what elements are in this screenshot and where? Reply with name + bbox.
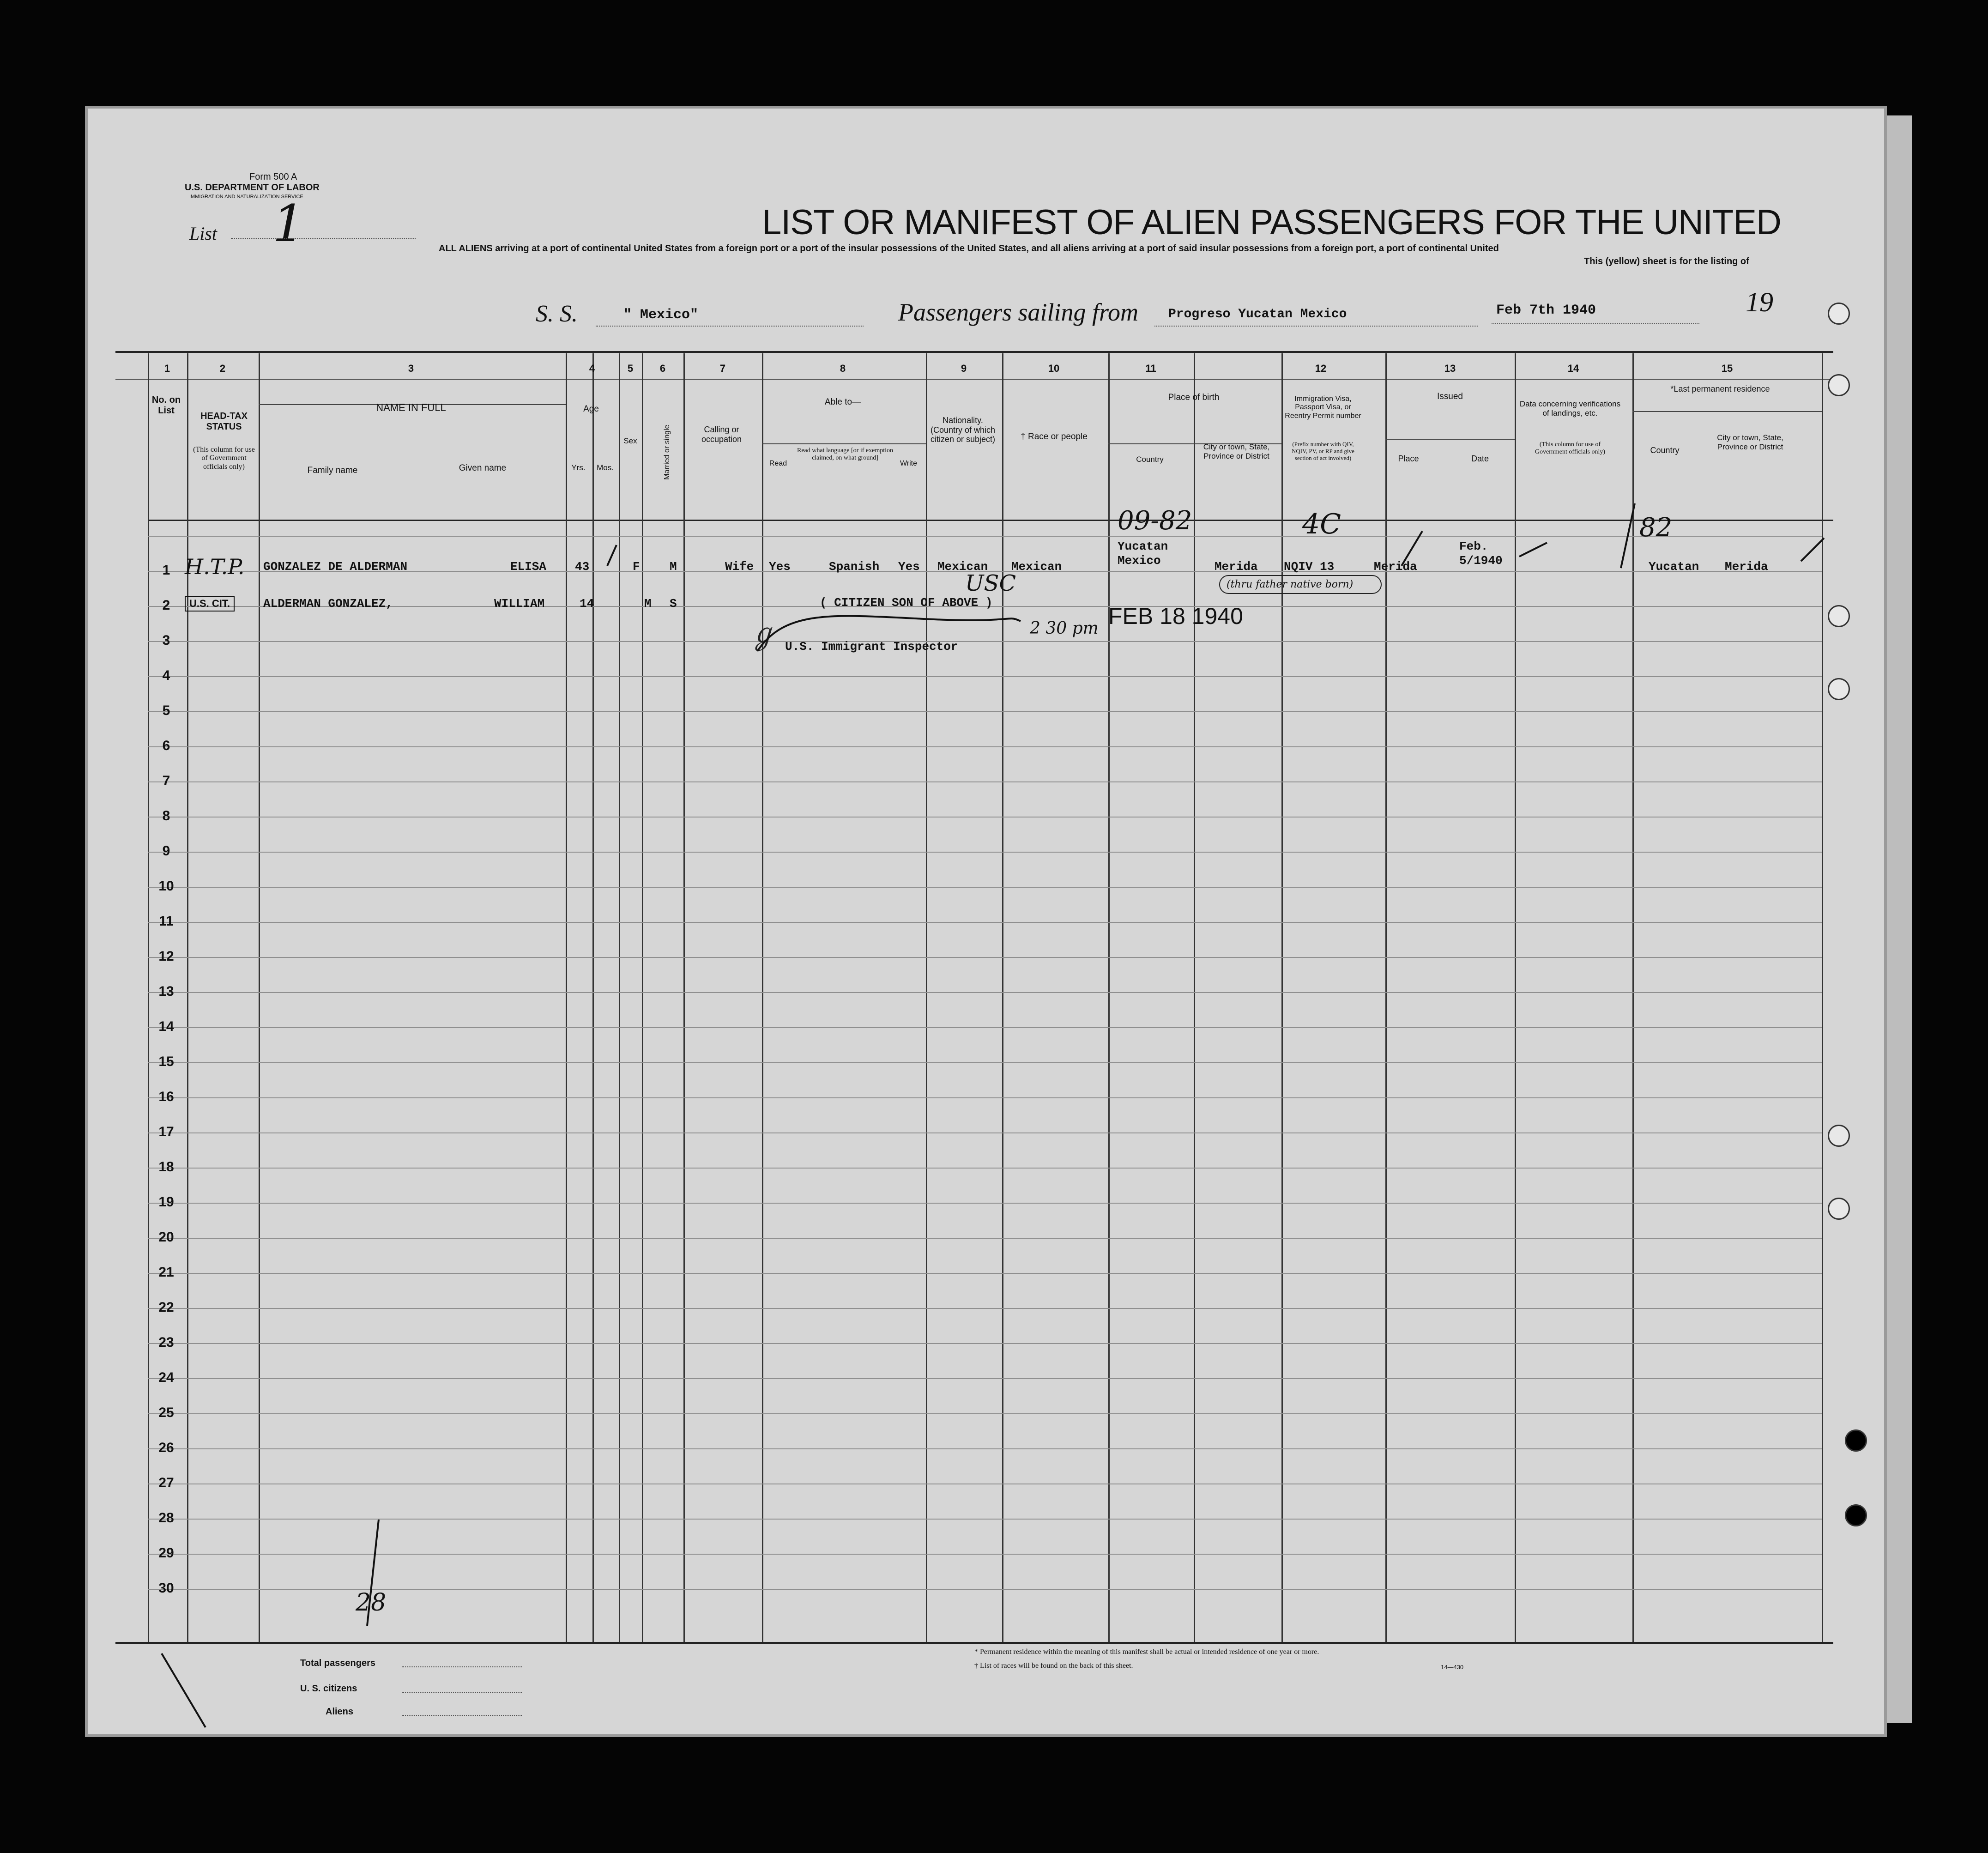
row-number: 8 [162, 808, 170, 824]
binder-hole [1828, 303, 1850, 325]
subtitle-line1: ALL ALIENS arriving at a port of continental United States from a foreign port or a port of the insular possessions of the United States, and all aliens arriving at a port of said insular possessions from a foreign port, a port of continental United [439, 243, 1499, 254]
header-visa-note: (Prefix number with QIV, NQIV, PV, or RP and give section of act involved) [1292, 441, 1354, 461]
header-birth-city: City or town, State, Province or District [1203, 442, 1270, 460]
footer-total-passengers: Total passengers [300, 1658, 376, 1668]
row-number: 27 [158, 1475, 174, 1490]
header-mos: Mos. [597, 463, 614, 472]
header-res-country: Country [1650, 446, 1680, 455]
header-sex: Sex [623, 436, 637, 445]
ship-name: " Mexico" [623, 307, 699, 323]
header-landings-note: (This column for use of Government officials only) [1535, 441, 1606, 456]
tick-mark [1402, 531, 1422, 566]
column-number: 9 [961, 363, 967, 374]
row-number: 26 [158, 1440, 174, 1455]
row-number: 17 [158, 1124, 174, 1139]
page-title: LIST OR MANIFEST OF ALIEN PASSENGERS FOR THE UNITED [762, 203, 1781, 242]
form-number: Form 500 A [249, 172, 297, 182]
tick-mark [1801, 538, 1824, 561]
header-head-tax-note: (This column for use of Government officials only) [193, 446, 255, 471]
ss-label: S. S. [536, 301, 578, 327]
footer-aliens: Aliens [326, 1707, 354, 1717]
header-race: † Race or people [1021, 432, 1088, 442]
row-number: 2 [162, 598, 170, 613]
footer-dots [402, 1715, 522, 1716]
column-number: 8 [840, 363, 846, 374]
row2-citizen-note: ( CITIZEN SON OF ABOVE ) [820, 596, 993, 610]
row1-visa: NQIV 13 [1284, 560, 1335, 574]
row1-family-name: GONZALEZ DE ALDERMAN [263, 560, 408, 574]
row-number: 5 [162, 703, 170, 718]
tick-mark [367, 1520, 379, 1626]
row2-age-yrs: 14 [580, 597, 594, 611]
inspector-signature: ℊ [746, 616, 779, 652]
row-number: 1 [162, 563, 170, 578]
row-number: 22 [158, 1300, 174, 1315]
binder-hole [1845, 1429, 1867, 1452]
row-number: 18 [158, 1159, 174, 1175]
column-number: 6 [659, 363, 666, 374]
header-nationality: Nationality. (Country of which citizen or subject) [930, 416, 996, 444]
column-number: 3 [408, 363, 414, 374]
row-number: 19 [158, 1194, 174, 1210]
row1-res-country: Yucatan [1649, 560, 1699, 574]
header-married: Married or single [663, 424, 671, 480]
sailing-label: Passengers sailing from [898, 298, 1139, 326]
header-head-tax: HEAD-TAX STATUS [200, 411, 248, 432]
header-visa: Immigration Visa, Passport Visa, or Reentry Permit number [1285, 395, 1361, 420]
year-prefix: 19 [1746, 287, 1773, 317]
row2-married: S [670, 597, 677, 611]
footer-dots [402, 1666, 522, 1667]
bottom-mark: 28 [356, 1589, 387, 1617]
row-number: 6 [162, 738, 170, 753]
binder-hole [1828, 605, 1850, 627]
row1-birth-country: Yucatan Mexico [1118, 539, 1168, 568]
corner-mark [162, 1653, 205, 1727]
footer-us-citizens: U. S. citizens [300, 1683, 357, 1694]
header-place-of-birth: Place of birth [1168, 393, 1220, 402]
inspector-label: U.S. Immigrant Inspector [785, 640, 958, 654]
row2-sex: M [644, 597, 652, 611]
header-read-language: Read what language [or if exemption claimed, on what ground] [797, 447, 893, 462]
header-res-city: City or town, State, Province or District [1717, 433, 1783, 451]
header-birth-country: Country [1136, 455, 1164, 464]
header-age: Age [583, 404, 599, 414]
row2-head-tax: U.S. CIT. [185, 596, 235, 612]
row-number: 28 [158, 1510, 174, 1526]
row1-issued-place: Merida [1374, 560, 1417, 574]
header-name-in-full: NAME IN FULL [376, 402, 446, 413]
row-number: 20 [158, 1229, 174, 1245]
department: U.S. DEPARTMENT OF LABOR [185, 182, 320, 193]
list-label: List [189, 223, 218, 244]
row1-sex: F [633, 560, 640, 574]
footer-note-residence: * Permanent residence within the meaning of this manifest shall be actual or intended residence of one year or more. [974, 1648, 1319, 1656]
row1-res-city: Merida [1725, 560, 1768, 574]
footer-code: 14—430 [1441, 1664, 1464, 1671]
row-number: 14 [158, 1019, 174, 1034]
row1-issued-date: Feb. 5/1940 [1459, 539, 1503, 568]
hand-note-0982: 09-82 [1118, 506, 1192, 536]
row1-read: Yes [769, 560, 791, 574]
sailing-port: Progreso Yucatan Mexico [1168, 307, 1347, 321]
footer-note-races: † List of races will be found on the back of this sheet. [974, 1662, 1133, 1670]
sailing-date: Feb 7th 1940 [1496, 303, 1596, 318]
row-number: 11 [159, 914, 174, 929]
hand-note-usc: USC [965, 570, 1016, 596]
binder-hole [1828, 374, 1850, 396]
header-calling: Calling or occupation [701, 425, 742, 444]
header-family-name: Family name [307, 466, 358, 475]
binder-hole [1828, 678, 1850, 700]
row-number: 15 [158, 1054, 174, 1069]
row-number: 9 [162, 843, 170, 859]
column-number: 2 [219, 363, 226, 374]
row-number: 12 [158, 949, 174, 964]
row1-married: M [670, 560, 677, 574]
tick-mark [607, 545, 616, 566]
row1-birth-city: Merida [1215, 560, 1258, 574]
tick-mark [1621, 503, 1635, 568]
column-number: 11 [1145, 363, 1156, 374]
header-given-name: Given name [459, 463, 507, 473]
row-number: 21 [158, 1265, 174, 1280]
column-number: 4 [589, 363, 595, 374]
tick-mark [1519, 543, 1547, 557]
column-number: 10 [1048, 363, 1060, 374]
header-yrs: Yrs. [571, 463, 586, 472]
row1-race: Mexican [1011, 560, 1062, 574]
column-number: 12 [1315, 363, 1327, 374]
header-able-to: Able to— [824, 397, 861, 407]
column-number: 15 [1721, 363, 1733, 374]
header-write: Write [900, 460, 918, 467]
row1-head-tax: H.T.P. [185, 554, 245, 579]
column-number: 14 [1567, 363, 1579, 374]
header-issued: Issued [1437, 392, 1463, 401]
row-number: 13 [158, 984, 174, 999]
binder-hole [1828, 1198, 1850, 1220]
row1-occupation: Wife [725, 560, 754, 574]
row-number: 23 [158, 1335, 174, 1350]
row-number: 30 [158, 1580, 174, 1596]
row-number: 7 [162, 773, 170, 788]
row1-write: Yes [898, 560, 920, 574]
row1-given-name: ELISA [510, 560, 547, 574]
row-number: 10 [158, 878, 174, 894]
footer-dots [402, 1692, 522, 1693]
header-issued-date: Date [1471, 454, 1489, 463]
service: IMMIGRATION AND NATURALIZATION SERVICE [189, 194, 303, 200]
header-landings: Data concerning verifications of landings, etc. [1519, 400, 1621, 418]
hand-note-thru-father: (thru father native born) [1219, 575, 1382, 594]
row2-family-name: ALDERMAN GONZALEZ, [263, 597, 393, 611]
binder-hole [1845, 1504, 1867, 1526]
subtitle-line2: This (yellow) sheet is for the listing of [1584, 256, 1749, 266]
time-note: 2 30 pm [1030, 619, 1099, 638]
header-residence: *Last permanent residence [1670, 384, 1770, 394]
column-number: 13 [1444, 363, 1456, 374]
header-no-on-list: No. on List [151, 395, 181, 416]
hand-note-4c: 4C [1302, 508, 1341, 540]
row1-nationality: Mexican [937, 560, 988, 574]
column-number: 7 [719, 363, 726, 374]
list-value: 1 [272, 194, 305, 253]
row1-language: Spanish [829, 560, 880, 574]
row-number: 25 [158, 1405, 174, 1420]
header-read: Read [769, 460, 787, 467]
signature-stroke [757, 616, 1021, 651]
row2-given-name: WILLIAM [494, 597, 545, 611]
row-number: 29 [158, 1545, 174, 1561]
column-number: 1 [164, 363, 170, 374]
row-number: 4 [162, 668, 170, 683]
binder-hole [1828, 1125, 1850, 1147]
row-number: 3 [162, 633, 170, 648]
row1-age-yrs: 43 [575, 560, 590, 574]
row-number: 16 [158, 1089, 174, 1104]
column-number: 5 [627, 363, 634, 374]
header-issued-place: Place [1398, 454, 1419, 463]
hand-note-82: 82 [1639, 513, 1673, 543]
stamp-date: FEB 18 1940 [1108, 603, 1243, 629]
row-number: 24 [158, 1370, 174, 1385]
